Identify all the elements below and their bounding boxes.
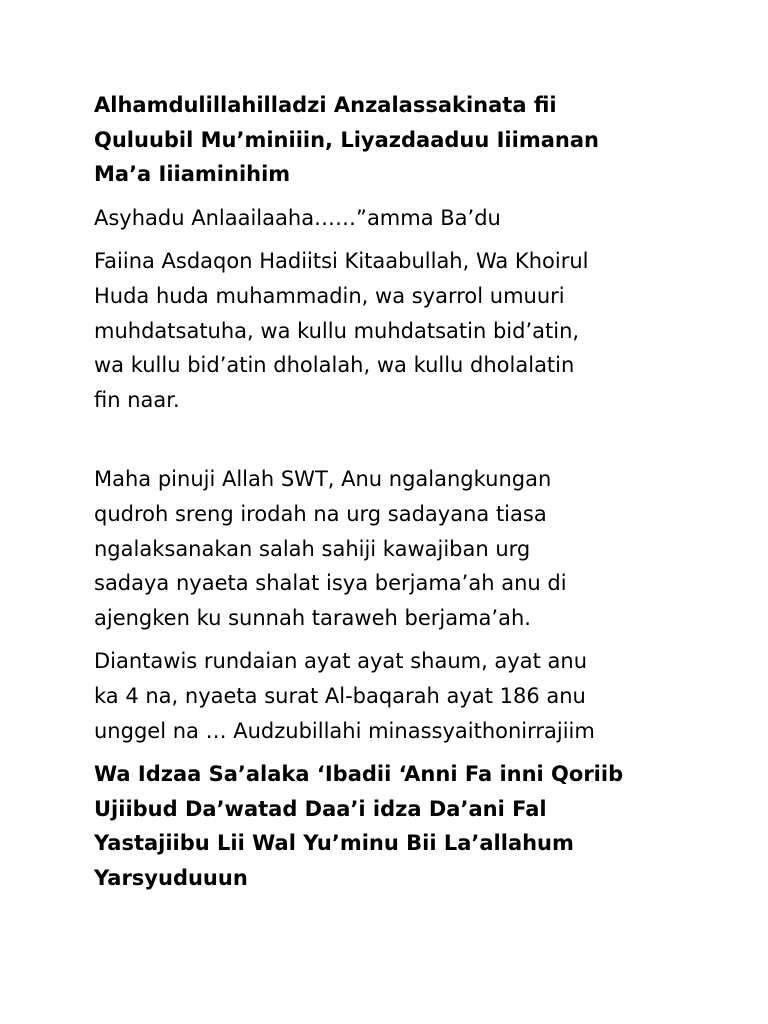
hadith-paragraph: Faiina Asdaqon Hadiitsi Kitaabullah, Wa Khoirul Huda huda muhammadin, wa syarrol umuuri muhdatsatuha, wa kullu muhdatsatin bid’atin, wa kullu bid’atin dholalah, wa kullu dholalatin fin naar.: [94, 249, 589, 412]
opening-paragraph: Alhamdulillahilladzi Anzalassakinata fii Quluubil Mu’miniiin, Liyazdaaduu Iiimanan Ma’a Iiiaminihim: [94, 93, 599, 187]
syahadat-paragraph: Asyhadu Anlaailaaha……”amma Ba’du: [94, 205, 501, 230]
quran-verse-paragraph: Wa Idzaa Sa’alaka ‘Ibadii ‘Anni Fa inni Qoriib Ujiibud Da’watad Daa’i idza Da’ani Fal Yastajiibu Lii Wal Yu’minu Bii La’allahum Yarsyuduuun: [94, 762, 624, 890]
praise-paragraph: Maha pinuji Allah SWT, Anu ngalangkungan qudroh sreng irodah na urg sadayana tiasa ngalaksanakan salah sahiji kawajiban urg sadaya nyaeta shalat isya berjama’ah anu di ajengken ku sunnah taraweh berjama’ah.: [94, 467, 567, 630]
document-page: [94, 88, 694, 895]
verse-intro-paragraph: Diantawis rundaian ayat ayat shaum, ayat anu ka 4 na, nyaeta surat Al-baqarah ayat 186 anu unggel na … Audzubillahi minassyaithonirrajiim: [94, 649, 595, 743]
